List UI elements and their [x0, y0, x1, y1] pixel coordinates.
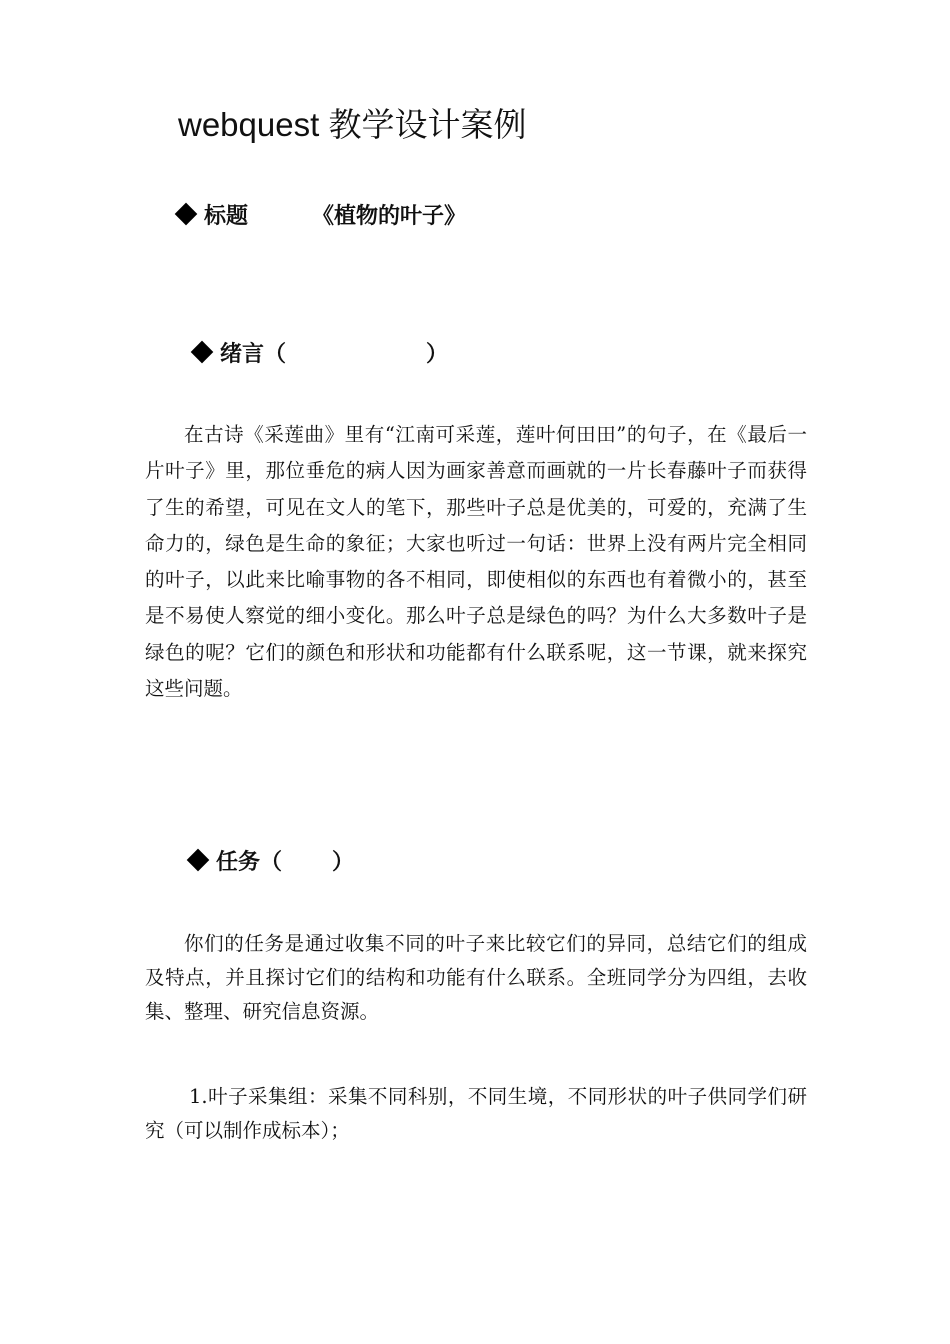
diamond-bullet-icon: [187, 849, 210, 872]
diamond-bullet-icon: [191, 341, 214, 364]
section-heading-task: [190, 848, 354, 878]
title-label: 标题: [204, 204, 249, 229]
intro-paragraph: 在古诗《采莲曲》里有“江南可采莲，莲叶何田田”的句子，在《最后一片叶子》里，那位垂危的病人因为画家善意而画就的一片长春藤叶子而获得了生的希望，可见在文人的笔下，那些叶子总是优美的，可爱的，充满了生命力的，绿色是生命的象征；大家也听过一句话：世界上没有两片完全相同的叶子，以此来比喻事物的各不相同，即使相似的东西也有着微小的，甚至是不易使人察觉的细小变化。那么叶子总是绿色的吗？为什么大多数叶子是绿色的呢？它们的颜色和形状和功能都有什么联系呢，这一节课，就来探究这些问题。: [145, 423, 807, 701]
diamond-bullet-icon: [175, 203, 198, 226]
intro-label: 绪言（: [220, 342, 287, 367]
title-latin: webquest: [178, 106, 320, 143]
intro-close: ）: [426, 342, 449, 367]
section-heading-title: [178, 202, 466, 232]
task-label: 任务（: [216, 850, 283, 875]
task-close: ）: [332, 850, 355, 875]
task-list-item: 1.叶子采集组：采集不同科别，不同生境，不同形状的叶子供同学们研究（可以制作成标本）；: [145, 1085, 807, 1142]
document-title: [178, 100, 526, 150]
title-cjk: 教学设计案例: [328, 105, 527, 144]
task-paragraph: 你们的任务是通过收集不同的叶子来比较它们的异同，总结它们的组成及特点，并且探讨它们的结构和功能有什么联系。全班同学分为四组，去收集、整理、研究信息资源。: [145, 932, 807, 1023]
section-heading-intro: [194, 340, 448, 370]
title-value: 《植物的叶子》: [312, 204, 467, 229]
